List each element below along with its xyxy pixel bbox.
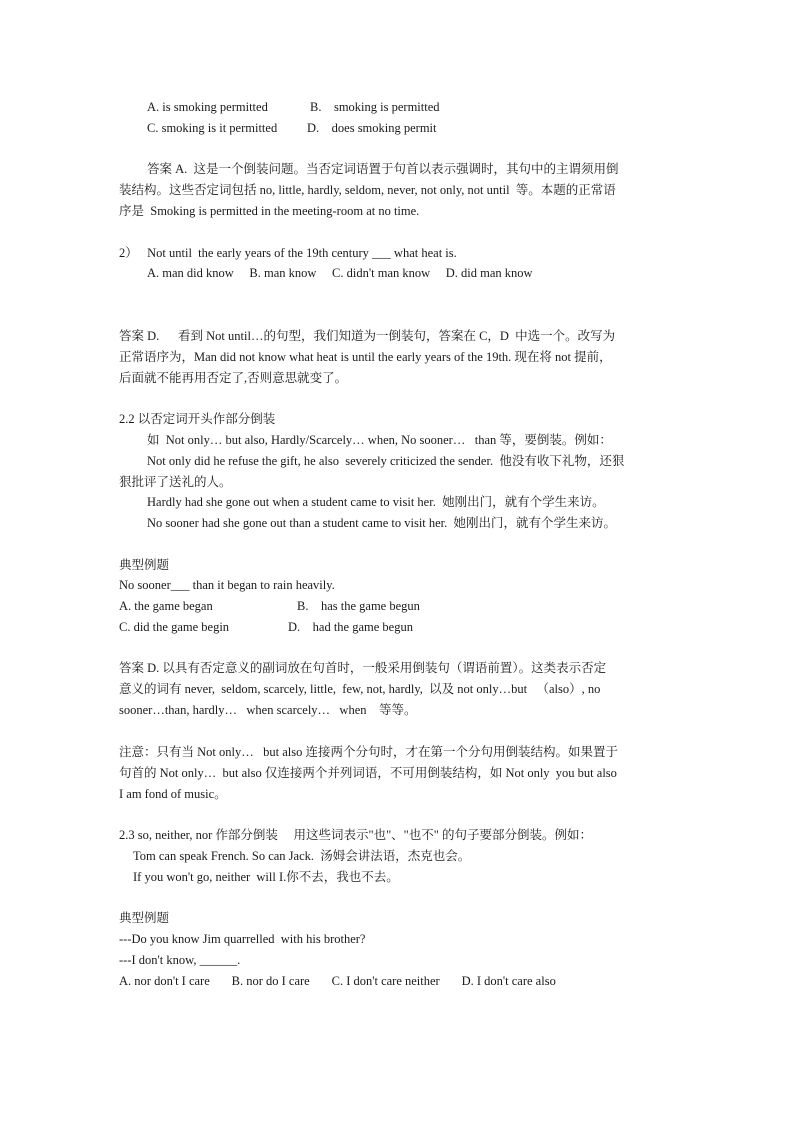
answer3-line1: 答案 D. 以具有否定意义的副词放在句首时，一般采用倒装句（谓语前置）。这类表示否定 [119,661,607,675]
section22-heading: 2.2 以否定词开头作部分倒装 [119,412,276,426]
example1-heading: 典型例题 [119,558,170,572]
answer1-line2: 装结构。这些否定词包括 no, little, hardly, seldom, never, not only, not until 等。本题的正常语 [119,183,616,197]
q1-option-c: C. smoking is it permitted [147,121,278,135]
note-line2: 句首的 Not only… but also 仅连接两个并列词语，不可用倒装结构，如 Not only you but also [119,766,617,780]
note-line1: 注意：只有当 Not only… but also 连接两个分句时，才在第一个分句用倒装结构。如果置于 [119,745,618,759]
section22-intro: 如 Not only… but also, Hardly/Scarcely… when, No sooner… than 等，要倒装。例如： [147,433,612,447]
answer3-line2: 意义的词有 never, seldom, scarcely, little, few, not, hardly, 以及 not only…but （also）, no [119,682,601,696]
example2-line2: ---I don't know, ______. [119,953,241,967]
q1-option-b: B. smoking is permitted [310,100,440,114]
section23-heading: 2.3 so, neither, nor 作部分倒装 用这些词表示"也"、"也不" 的句子要部分倒装。例如： [119,828,593,842]
note-line3: I am fond of music。 [119,787,227,801]
section23-example1: Tom can speak French. So can Jack. 汤姆会讲法语，杰克也会。 [133,849,471,863]
example1-stem: No sooner___ than it began to rain heavily. [119,578,335,592]
answer2-line3: 后面就不能再用否定了,否则意思就变了。 [119,371,348,385]
section23-example2: If you won't go, neither will I.你不去，我也不去。 [133,870,399,884]
q2-stem: 2） Not until the early years of the 19th century ___ what heat is. [119,246,457,260]
answer2-line1: 答案 D. 看到 Not until…的句型，我们知道为一倒装句，答案在 C，D 中选一个。改写为 [119,329,616,343]
answer1-line3: 序是 Smoking is permitted in the meeting-room at no time. [119,204,420,218]
example1-option-b: B. has the game begun [297,599,420,613]
section22-example2: Hardly had she gone out when a student came to visit her. 她刚出门，就有个学生来访。 [147,495,605,509]
q1-option-d: D. does smoking permit [307,121,437,135]
answer2-line2: 正常语序为，Man did not know what heat is until the early years of the 19th. 现在将 not 提前， [119,350,612,364]
example2-line1: ---Do you know Jim quarrelled with his brother? [119,932,366,946]
example1-option-d: D. had the game begun [288,620,413,634]
section22-example1-line1: Not only did he refuse the gift, he also severely criticized the sender. 他没有收下礼物，还狠 [147,454,625,468]
example2-heading: 典型例题 [119,911,170,925]
example1-option-c: C. did the game begin [119,620,230,634]
q2-options: A. man did know B. man know C. didn't man know D. did man know [147,266,533,280]
q1-option-a: A. is smoking permitted [147,100,268,114]
section22-example3: No sooner had she gone out than a student came to visit her. 她刚出门，就有个学生来访。 [147,516,617,530]
example1-option-a: A. the game began [119,599,213,613]
example2-options: A. nor don't I care B. nor do I care C. I don't care neither D. I don't care also [119,974,556,988]
answer3-line3: sooner…than, hardly… when scarcely… when 等等。 [119,703,417,717]
section22-example1-line2: 狠批评了送礼的人。 [119,475,232,489]
answer1-line1: 答案 A. 这是一个倒装问题。当否定词语置于句首以表示强调时，其句中的主谓须用倒 [147,162,619,176]
